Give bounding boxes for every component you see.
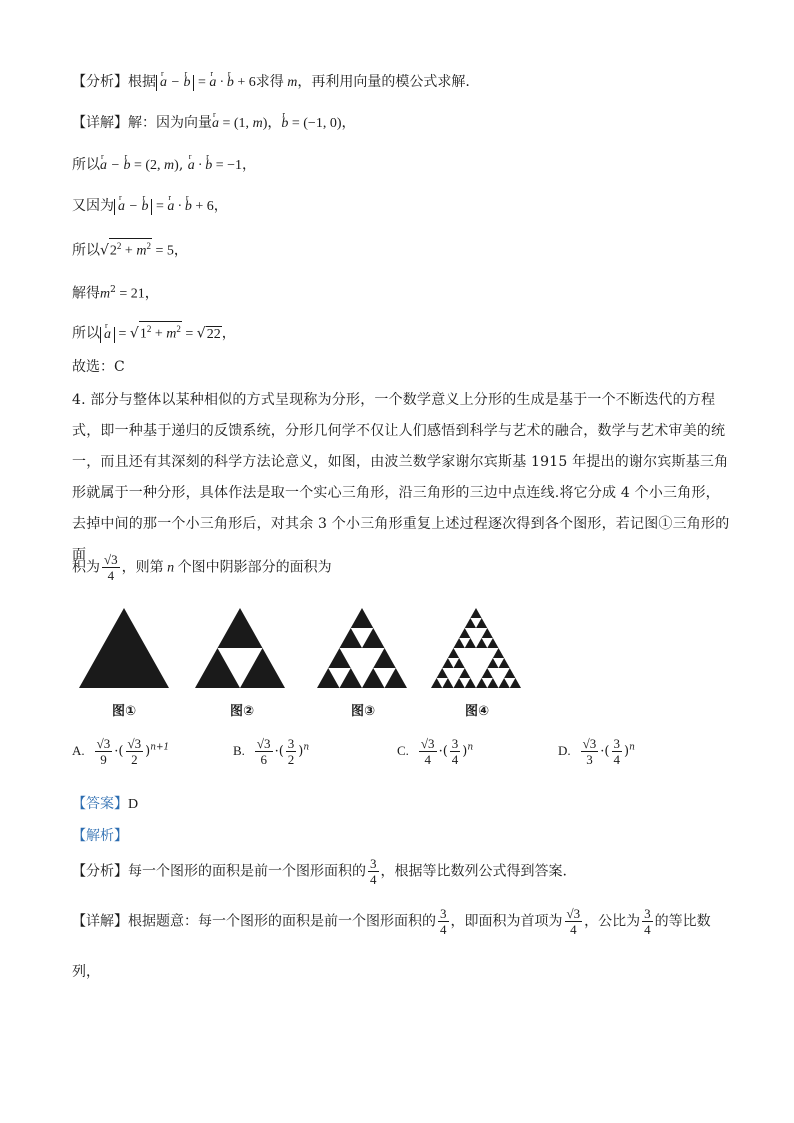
figure-2 [194,606,288,698]
vector-diff-abs: r a − r b [156,75,194,91]
figure-2-triangles [194,606,288,694]
step-line-5: 所以$√2^2 + m^2 = 5$， [72,238,188,262]
detail-line-2: 【详解】根据题意：每一个图形的面积是前一个图形面积的 $\frac{3}{4}$ ，即面积为首项为 $\frac{√3}{4}$ ，公比为 $\frac{3}{4}$ 的等比数 [72,906,711,937]
sierpinski-figures [72,606,542,722]
triangle [454,638,465,648]
triangle [454,678,465,688]
figure-3-triangles [316,606,410,694]
triangle [482,668,493,678]
step-line-3: 所以r a − r b = (2, m), r a · r b = −1， [72,155,256,176]
triangle [459,628,470,638]
figure-label-3: 图③ [350,704,375,719]
explain-tag: 【解析】 [72,828,128,844]
question-4-tail: 积为 $\frac{√3}{4}$ ，则第 n 个图中阴影部分的面积为 [72,552,332,583]
analysis-mid: 求得 [255,74,284,90]
triangle [476,678,487,688]
figure-4 [430,606,524,698]
triangle [499,678,510,688]
triangle [362,628,385,648]
triangle [340,668,363,688]
analysis-text: 根据 [128,74,156,90]
triangle [465,638,476,648]
detail-text: 解：因为向量 [128,115,212,131]
step-line-4: 又因为r a − r b = r a · r b + 6， [72,196,228,217]
triangle [195,648,240,688]
option-b[interactable]: B. $\frac{√3}{6}$ ·( $\frac{3}{2}$ )$^n$ [233,736,310,767]
answer-line [72,794,138,815]
triangle [328,648,351,668]
triangle [476,638,487,648]
triangle [218,608,263,648]
figure-label-4: 图④ [464,704,489,719]
option-a[interactable]: A. $\frac{√3}{9}$ ·( $\frac{√3}{2}$ )$^{n+1}$ [72,736,170,767]
answer-tag: 【答案】 [72,796,128,812]
triangle [510,678,521,688]
analysis-end: ，再利用向量的模公式求解. [297,74,470,90]
analysis-line-1: 【分析】根据r a − r b = r a · r b + 6求得 m，再利用向量的模公式求解. [72,72,470,93]
figure-4-triangles [430,606,524,694]
area-fraction: $\frac{√3}{4}$ [104,552,118,583]
triangle [240,648,285,688]
triangle [385,668,408,688]
triangle [459,668,470,678]
triangle [504,668,515,678]
choice-line: 故选：C [72,359,125,375]
triangle [493,648,504,658]
step-line-7: 所以r $a = √1^2 + m^2 = √22$， [72,321,236,345]
figure-label-2: 图② [229,704,254,719]
detail-tag: 【详解】 [72,115,128,131]
triangle [465,678,476,688]
explain-line [72,826,128,846]
triangle [340,628,363,648]
triangle [317,668,340,688]
triangle [431,678,442,688]
triangle [487,678,498,688]
option-c[interactable]: C. $\frac{√3}{4}$ ·( $\frac{3}{4}$ )$^n$ [397,736,474,767]
triangle [465,618,476,628]
triangle [448,648,459,658]
option-d[interactable]: D. $\frac{√3}{3}$ ·( $\frac{3}{4}$ )$^n$ [558,736,635,767]
detail-line-2-cont: 列， [72,964,100,980]
triangle [487,638,498,648]
triangle [487,658,498,668]
triangle [442,678,453,688]
figure-1 [78,606,170,698]
triangle [351,608,374,628]
figure-label-1: 图① [111,704,136,719]
triangle [499,658,510,668]
analysis-tag: 【分析】 [72,74,128,90]
triangle [442,658,453,668]
question-4-text: 4. 部分与整体以某种相似的方式呈现称为分形，一个数学意义上分形的生成是基于一个不断迭代的方程式，即一种基于递归的反馈系统，分形几何学不仅让人们感悟到科学与艺术的融合，数学与艺术审美的统一，而且还有其深刻的科学方法论意义，如图，由波兰数学家谢尔宾斯基 1915 年提出的谢尔宾斯基三角形就属于一种分形，具体作法是取一个实心三角形，沿三角形的三边中点连线.将它分成 4 个小三角形，去掉中间的那一个小三角形后，对其余 3 个小三角形重复上述过程逐次得到各个图形，若记图①三角形的面 [72,392,730,563]
answer-value: D [128,797,139,812]
detail-line-1: 【详解】解：因为向量r a = (1, m)，r b = (−1, 0)， [72,113,355,134]
triangle [476,618,487,628]
figure-1-triangles [78,606,170,694]
triangle [79,608,169,688]
triangle [373,648,396,668]
step-line-6: 解得$m^2 = 21$， [72,285,159,302]
analysis-line-2: 【分析】每一个图形的面积是前一个图形面积的 $\frac{3}{4}$ ，根据等比数列公式得到答案. [72,856,567,887]
triangle [454,658,465,668]
figure-3 [316,606,410,698]
triangle [482,628,493,638]
triangle [470,608,481,618]
triangle [437,668,448,678]
triangle [362,668,385,688]
